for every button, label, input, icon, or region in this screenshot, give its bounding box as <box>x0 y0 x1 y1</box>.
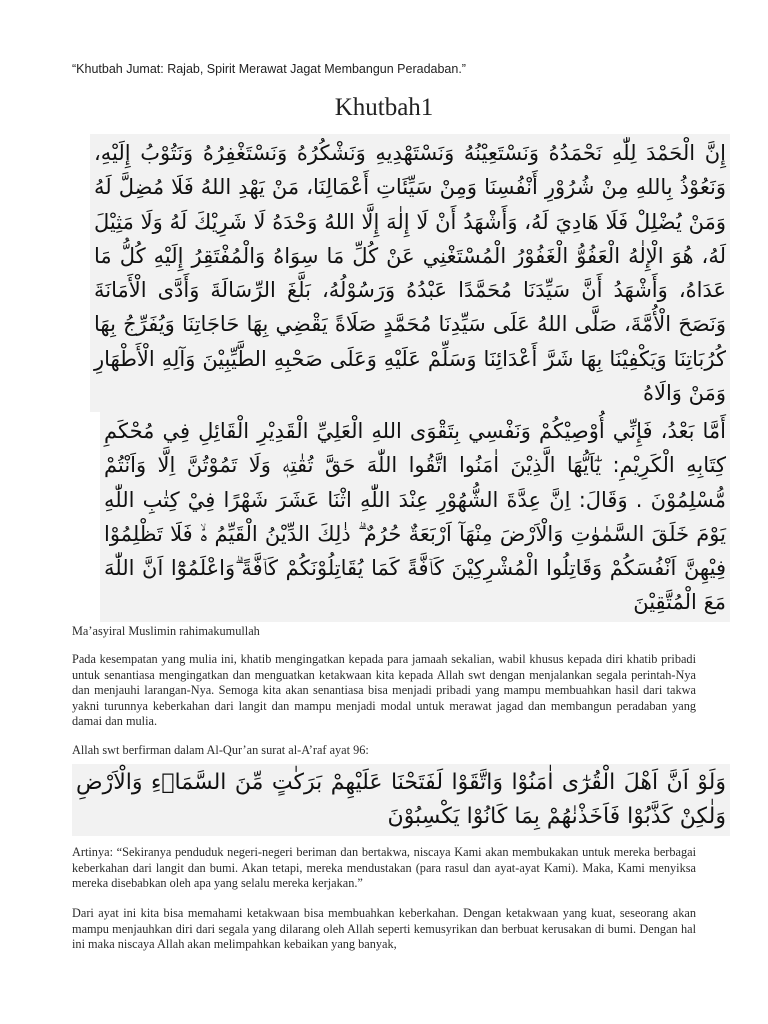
arabic-ayat-96: وَلَوْ اَنَّ اَهْلَ الْقُرٰٓى اٰمَنُوْا وَاتَّقَوْا لَفَتَحْنَا عَلَيْهِمْ بَرَكٰتٍ مِّنَ السَّمَاۤءِ وَالْاَرْضِ وَلٰكِنْ كَذَّبُوْا فَاَخَذْنٰهُمْ بِمَا كَانُوْا يَكْسِبُوْنَ <box>72 764 730 836</box>
document-header: “Khutbah Jumat: Rajab, Spirit Merawat Jagat Membangun Peradaban.” <box>72 62 466 76</box>
salutation: Ma’asyiral Muslimin rahimakumullah <box>72 624 260 638</box>
translation-paragraph: Artinya: “Sekiranya penduduk negeri-negeri beriman dan bertakwa, niscaya Kami akan membukakan untuk mereka berbagai keberkahan dari langit dan bumi. Akan tetapi, mereka mendustakan (para rasul dan ayat-ayat Kami). Maka, Kami menyiksa mereka disebabkan oleh apa yang selalu mereka kerjakan.” <box>72 845 696 891</box>
body-paragraph-1: Pada kesempatan yang mulia ini, khatib mengingatkan kepada para jamaah sekalian, wabil khusus kepada diri khatib pribadi untuk senantiasa mengingatkan dan menguatkan ketakwaan kita kepada Allah swt dengan menjalankan segala perintah-Nya dan menjauhi larangan-Nya. Semoga kita akan senantiasa bisa menjadi pribadi yang mampu membuahkan hasil dari takwa yakni turunnya keberkahan dari langit dan mampu menjadi modal untuk merawat jagad dan membangun peradaban yang damai dan mulia. <box>72 652 696 729</box>
arabic-wasiat-text: أَمَّا بَعْدُ، فَإِنِّي أُوْصِيْكُمْ وَنَفْسِي بِتَقْوَى اللهِ الْعَلِيِّ الْقَدِيْرِ الْقَائِلِ فِي مُحْكَمِ كِتَابِهِ الْكَرِيْمِ: يٰٓاَيُّهَا الَّذِيْنَ اٰمَنُوا اتَّقُوا اللّٰهَ حَقَّ تُقٰتِهٖ وَلَا تَمُوْتُنَّ اِلَّا وَاَنْتُمْ مُّسْلِمُوْنَ . وَقَالَ: اِنَّ عِدَّةَ الشُّهُوْرِ عِنْدَ اللّٰهِ اثْنَا عَشَرَ شَهْرًا فِيْ كِتٰبِ اللّٰهِ يَوْمَ خَلَقَ السَّمٰوٰتِ وَالْاَرْضَ مِنْهَآ اَرْبَعَةٌ حُرُمٌ ۗ ذٰلِكَ الدِّيْنُ الْقَيِّمُ ەۙ فَلَا تَظْلِمُوْا فِيْهِنَّ اَنْفُسَكُمْ وَقَاتِلُوا الْمُشْرِكِيْنَ كَاۤفَّةً كَمَا يُقَاتِلُوْنَكُمْ كَاۤفَّةً ۗوَاعْلَمُوْٓا اَنَّ اللّٰهَ مَعَ الْمُتَّقِيْنَ <box>100 412 730 622</box>
page-title: Khutbah1 <box>334 94 434 121</box>
quran-intro: Allah swt berfirman dalam Al-Qur’an surat al-A’raf ayat 96: <box>72 743 369 757</box>
body-paragraph-2: Dari ayat ini kita bisa memahami ketakwaan bisa membuahkan keberkahan. Dengan ketakwaan yang kuat, seseorang akan mampu menjauhkan diri dari segala yang dilarang oleh Allah seperti kemusyrikan dan berbuat kerusakan di bumi. Dengan hal ini maka niscaya Allah akan melimpahkan kebaikan yang banyak, <box>72 906 696 952</box>
arabic-opening-text: إِنَّ الْحَمْدَ لِلّٰهِ نَحْمَدُهُ وَنَسْتَعِيْنُهُ وَنَسْتَهْدِيهِ وَنَشْكُرُهُ وَنَسْتَغْفِرُهُ وَنَتُوْبُ إِلَيْهِ، وَنَعُوْذُ بِاللهِ مِنْ شُرُوْرِ أَنْفُسِنَا وَمِنْ سَيِّئَاتِ أَعْمَالِنَا، مَنْ يَهْدِ اللهُ فَلَا مُضِلَّ لَهُ وَمَنْ يُضْلِلْ فَلَا هَادِيَ لَهُ، وَأَشْهَدُ أَنْ لَا إِلٰهَ إِلَّا اللهُ وَحْدَهُ لَا شَرِيْكَ لَهُ وَلَا مَثِيْلَ لَهُ، هُوَ الْإِلٰهُ الْعَفُوُّ الْغَفُوْرُ الْمُسْتَغْنِي عَنْ كُلِّ مَا سِوَاهُ وَالْمُفْتَقِرُ إِلَيْهِ كُلُّ مَا عَدَاهُ، وَأَشْهَدُ أَنَّ سَيِّدَنَا مُحَمَّدًا عَبْدُهُ وَرَسُوْلُهُ، بَلَّغَ الرِّسَالَةَ وَأَدَّى الْأَمَانَةَ وَنَصَحَ الْأُمَّةَ، صَلَّى اللهُ عَلَى سَيِّدِنَا مُحَمَّدٍ صَلَاةً يَقْضِي بِهَا حَاجَاتِنَا وَيُفَرِّجُ بِهَا كُرُبَاتِنَا وَيَكْفِيْنَا بِهَا شَرَّ أَعْدَائِنَا وَسَلِّمْ عَلَيْهِ وَعَلَى صَحْبِهِ الطَّيِّبِيْنَ وَآلِهِ الْأَطْهَارِ وَمَنْ وَالَاهُ <box>90 134 730 412</box>
